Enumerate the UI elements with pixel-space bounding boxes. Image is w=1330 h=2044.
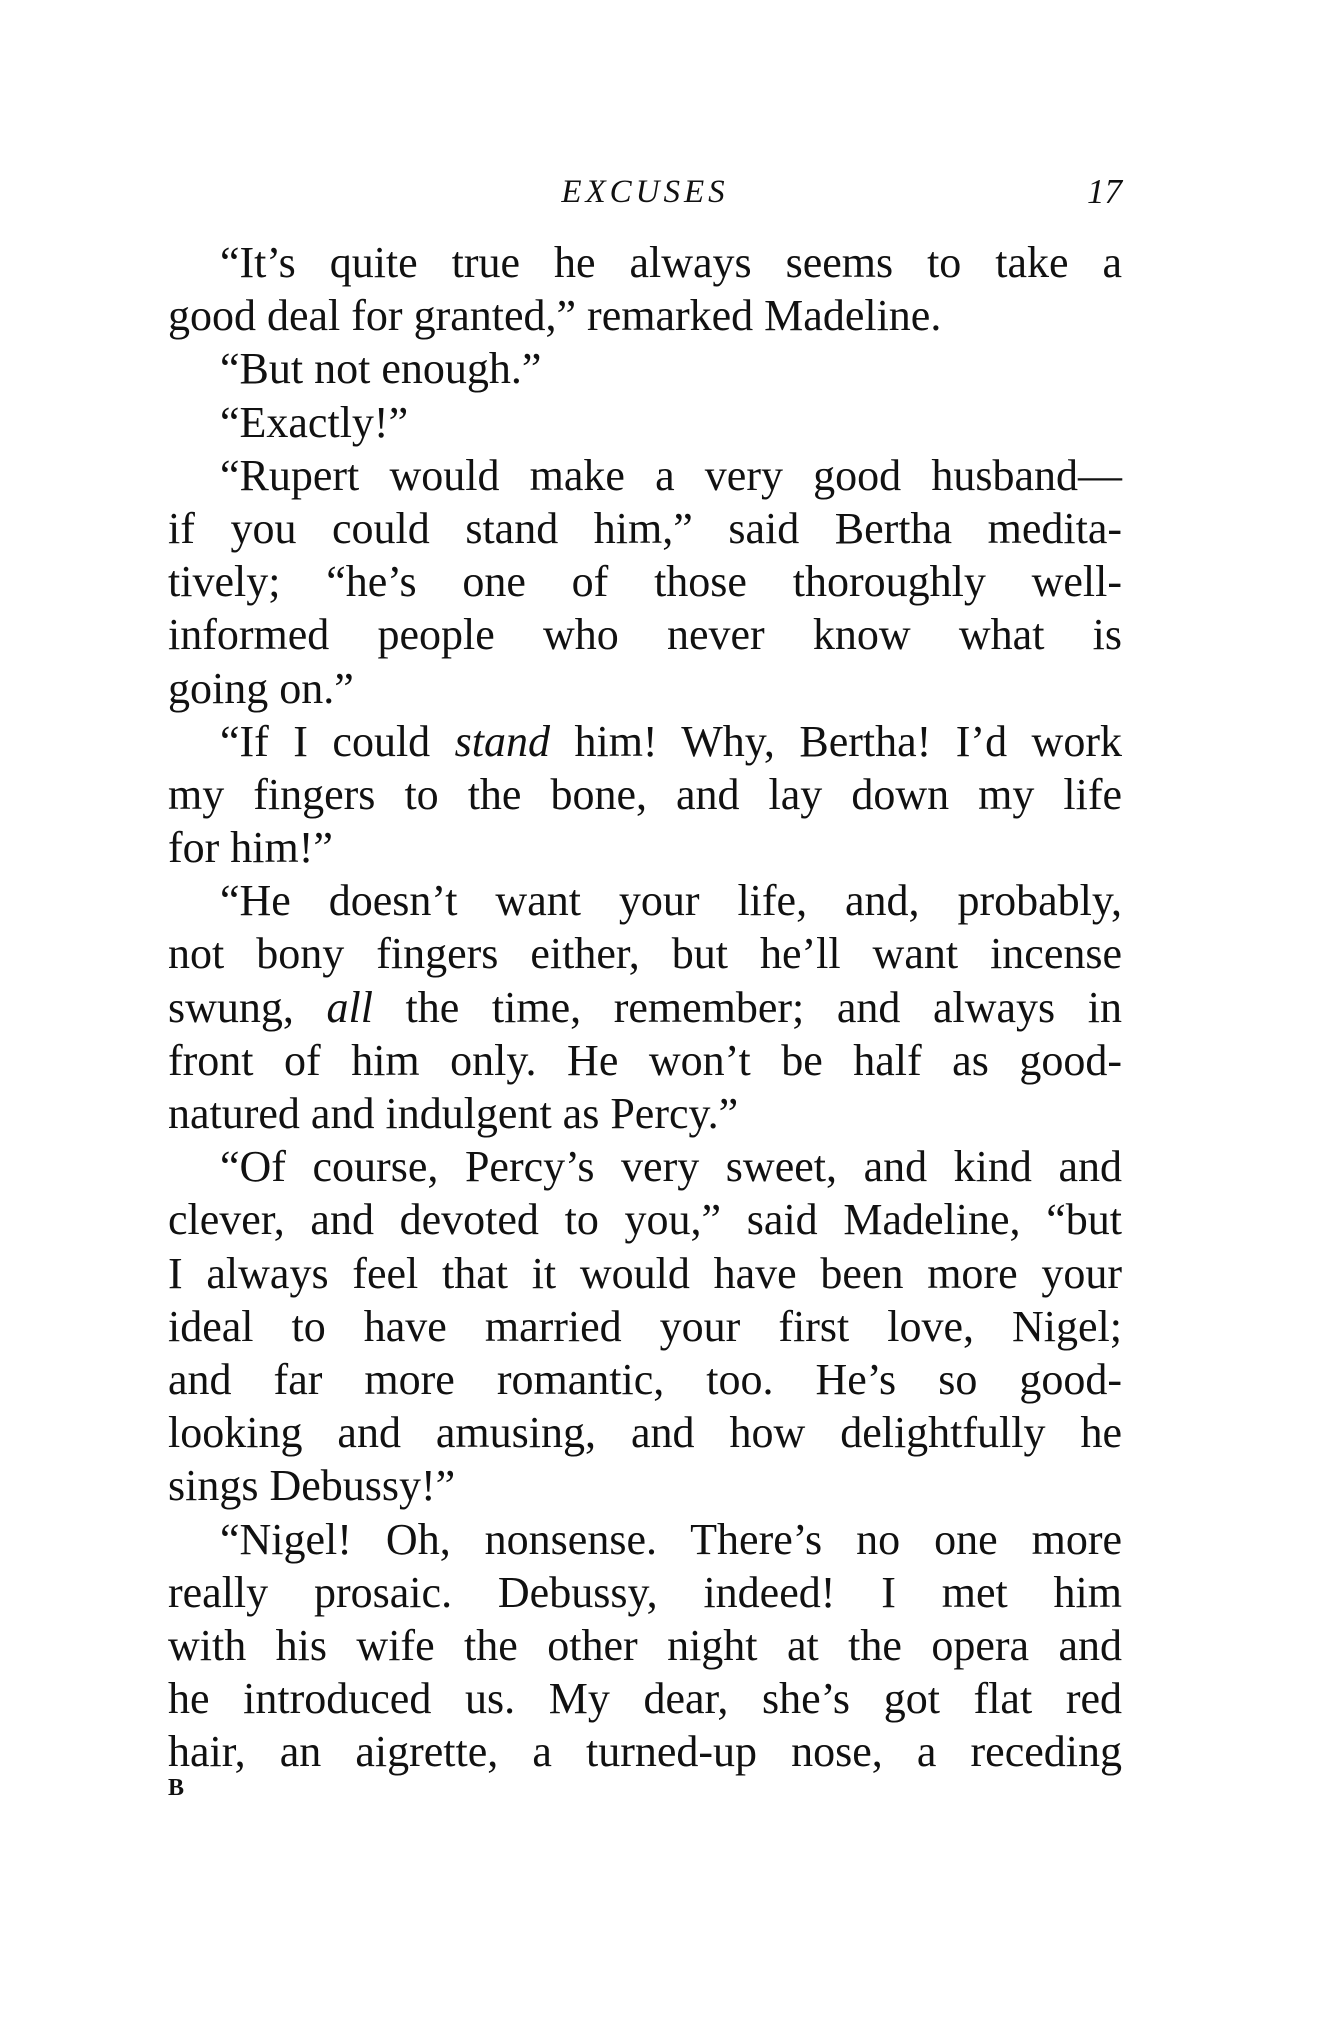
text-line: looking and amusing, and how delightfully he — [168, 1408, 1122, 1458]
body-text — [168, 236, 1122, 1778]
text-segment: “If I could — [220, 716, 455, 766]
text-line — [168, 981, 1122, 1034]
text-line: really prosaic. Debussy, indeed! I met him — [168, 1567, 1122, 1617]
text-line: “It’s quite true he always seems to take a — [220, 238, 1122, 287]
running-title: EXCUSES — [561, 174, 729, 210]
text-line: natured and indulgent as Percy.” — [168, 1089, 739, 1138]
signature-mark: B — [168, 1775, 186, 1801]
text-line: he introduced us. My dear, she’s got flat red — [168, 1674, 1122, 1724]
text-line: for him!” — [168, 823, 333, 873]
italic-emphasis: all — [326, 982, 373, 1032]
text-line: “Of course, Percy’s very sweet, and kind and — [220, 1142, 1122, 1192]
text-segment: swung, — [168, 982, 327, 1032]
text-line: good deal for granted,” remarked Madeline. — [168, 291, 942, 341]
text-line: sings Debussy!” — [168, 1461, 456, 1511]
text-line: hair, an aigrette, a turned-up nose, a receding — [168, 1727, 1122, 1777]
text-line: I always feel that it would have been more your — [168, 1248, 1122, 1298]
italic-emphasis: stand — [454, 716, 550, 766]
text-line: “He doesn’t want your life, and, probably, — [220, 876, 1122, 926]
text-line: with his wife the other night at the opera and — [168, 1620, 1122, 1670]
text-segment: the time, remember; and always in — [372, 982, 1122, 1032]
text-line: if you could stand him,” said Bertha medita- — [168, 503, 1122, 553]
text-line: “Rupert would make a very good husband— — [220, 450, 1122, 500]
text-line: “Exactly!” — [220, 397, 409, 447]
text-line — [168, 715, 1122, 768]
text-line: going on.” — [168, 663, 354, 713]
text-line: my fingers to the bone, and lay down my life — [168, 769, 1122, 819]
text-line: ideal to have married your first love, Nigel; — [168, 1301, 1122, 1351]
text-line: not bony fingers either, but he’ll want incense — [168, 929, 1122, 979]
text-line: front of him only. He won’t be half as good- — [168, 1035, 1122, 1085]
text-line: “Nigel! Oh, nonsense. There’s no one more — [220, 1514, 1122, 1564]
text-line: clever, and devoted to you,” said Madeline, “but — [168, 1195, 1122, 1245]
page-number: 17 — [1087, 172, 1122, 211]
text-line: tively; “he’s one of those thoroughly well- — [168, 557, 1122, 607]
text-line: and far more romantic, too. He’s so good- — [168, 1354, 1122, 1404]
text-segment: him! Why, Bertha! I’d work — [550, 716, 1122, 766]
text-line: informed people who never know what is — [168, 610, 1122, 660]
text-line: “But not enough.” — [220, 344, 542, 394]
running-head — [168, 168, 1122, 216]
